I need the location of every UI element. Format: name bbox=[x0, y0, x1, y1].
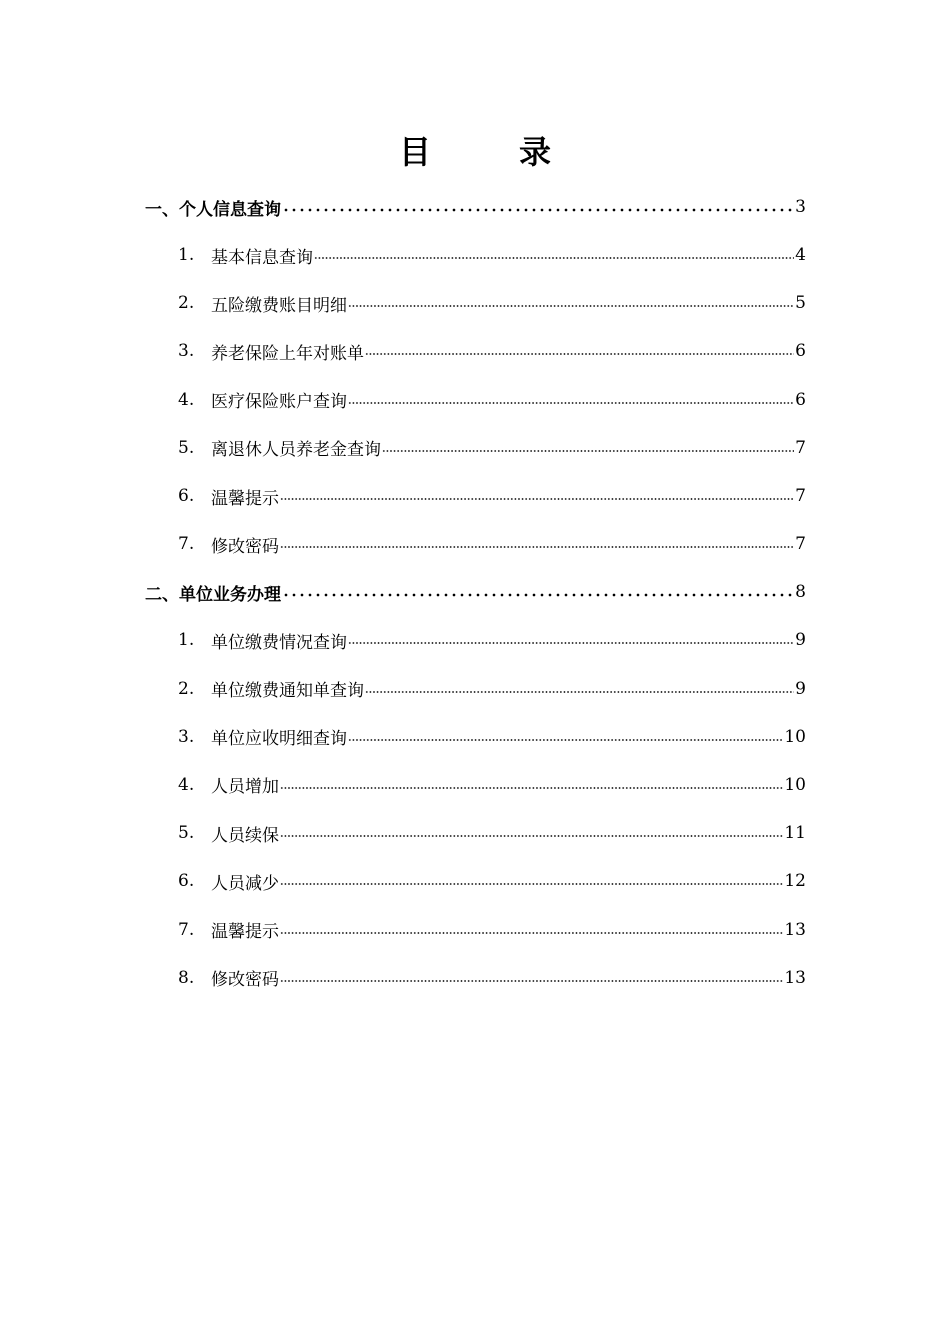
toc-entry[interactable] bbox=[145, 376, 806, 424]
toc-page-number: 13 bbox=[784, 967, 806, 988]
toc-entry-label: 单位缴费情况查询 bbox=[211, 632, 347, 653]
dot-leader bbox=[382, 445, 794, 457]
toc-title: 目 录 bbox=[398, 133, 579, 171]
toc-entry-label: 修改密码 bbox=[211, 536, 279, 557]
toc-page-number: 8 bbox=[795, 582, 806, 603]
toc-page-number: 7 bbox=[795, 534, 806, 555]
toc-page-number: 9 bbox=[795, 678, 806, 699]
toc-entry-number: 2. bbox=[178, 678, 195, 699]
toc-entry-number: 4. bbox=[178, 389, 195, 410]
toc-page-number: 13 bbox=[784, 919, 806, 940]
table-of-contents bbox=[145, 183, 806, 1002]
toc-entry[interactable] bbox=[145, 327, 806, 375]
toc-entry[interactable] bbox=[145, 665, 806, 713]
toc-page-number: 4 bbox=[795, 245, 806, 266]
toc-page-number: 6 bbox=[795, 341, 806, 362]
toc-entry-label: 医疗保险账户查询 bbox=[211, 392, 347, 413]
toc-entry-label: 人员增加 bbox=[211, 777, 279, 798]
toc-page-number: 9 bbox=[795, 630, 806, 651]
toc-page-number: 11 bbox=[784, 823, 806, 844]
toc-entry-number: 1. bbox=[178, 630, 195, 651]
toc-entry[interactable] bbox=[145, 905, 806, 953]
dot-leader bbox=[280, 830, 783, 842]
toc-entry[interactable] bbox=[145, 520, 806, 568]
toc-entry-number: 7. bbox=[178, 919, 195, 940]
toc-entry-number: 8. bbox=[178, 967, 195, 988]
toc-page-number: 3 bbox=[795, 197, 806, 217]
dot-leader bbox=[365, 686, 794, 698]
toc-page-number: 10 bbox=[784, 774, 806, 795]
toc-entry-label: 人员减少 bbox=[211, 873, 279, 894]
toc-page-number: 6 bbox=[795, 389, 806, 410]
dot-leader bbox=[280, 541, 794, 553]
toc-entry[interactable] bbox=[145, 857, 806, 905]
toc-entry-number: 5. bbox=[178, 823, 195, 844]
dot-leader bbox=[348, 300, 794, 312]
toc-entry-label: 离退休人员养老金查询 bbox=[211, 440, 381, 461]
toc-section-label: 一、个人信息查询 bbox=[145, 199, 281, 220]
toc-entry-number: 6. bbox=[178, 486, 195, 507]
dot-leader bbox=[280, 493, 794, 505]
toc-page-number: 12 bbox=[784, 871, 806, 892]
toc-entry-number: 4. bbox=[178, 774, 195, 795]
toc-entry[interactable] bbox=[145, 472, 806, 520]
toc-page-number: 5 bbox=[795, 293, 806, 314]
toc-entry[interactable] bbox=[145, 424, 806, 472]
dot-leader bbox=[282, 587, 794, 603]
toc-section-label: 二、单位业务办理 bbox=[145, 584, 281, 605]
toc-section[interactable] bbox=[145, 183, 806, 231]
dot-leader bbox=[348, 637, 794, 649]
toc-entry[interactable] bbox=[145, 761, 806, 809]
toc-entry[interactable] bbox=[145, 713, 806, 761]
toc-entry-number: 1. bbox=[178, 245, 195, 266]
toc-entry[interactable] bbox=[145, 616, 806, 664]
dot-leader bbox=[280, 782, 783, 794]
toc-entry-label: 温馨提示 bbox=[211, 488, 279, 509]
toc-entry-label: 修改密码 bbox=[211, 970, 279, 991]
toc-entry[interactable] bbox=[145, 954, 806, 1002]
toc-entry-label: 单位缴费通知单查询 bbox=[211, 681, 364, 702]
dot-leader bbox=[282, 202, 794, 218]
toc-entry-number: 5. bbox=[178, 437, 195, 458]
dot-leader bbox=[314, 252, 794, 264]
dot-leader bbox=[280, 927, 783, 939]
toc-entry-number: 2. bbox=[178, 293, 195, 314]
toc-entry-label: 基本信息查询 bbox=[211, 247, 313, 268]
toc-entry-number: 6. bbox=[178, 871, 195, 892]
dot-leader bbox=[365, 348, 794, 360]
dot-leader bbox=[348, 397, 794, 409]
toc-page-number: 7 bbox=[795, 486, 806, 507]
toc-entry-number: 7. bbox=[178, 534, 195, 555]
toc-entry-number: 3. bbox=[178, 341, 195, 362]
toc-page-number: 7 bbox=[795, 437, 806, 458]
toc-entry[interactable] bbox=[145, 279, 806, 327]
toc-entry-label: 养老保险上年对账单 bbox=[211, 343, 364, 364]
toc-section[interactable] bbox=[145, 568, 806, 616]
toc-entry-label: 五险缴费账目明细 bbox=[211, 295, 347, 316]
dot-leader bbox=[280, 975, 783, 987]
toc-page-number: 10 bbox=[784, 726, 806, 747]
toc-entry-label: 单位应收明细查询 bbox=[211, 729, 347, 750]
toc-entry[interactable] bbox=[145, 231, 806, 279]
toc-entry[interactable] bbox=[145, 809, 806, 857]
toc-entry-number: 3. bbox=[178, 726, 195, 747]
dot-leader bbox=[280, 878, 783, 890]
toc-entry-label: 温馨提示 bbox=[211, 922, 279, 943]
toc-entry-label: 人员续保 bbox=[211, 825, 279, 846]
dot-leader bbox=[348, 734, 783, 746]
